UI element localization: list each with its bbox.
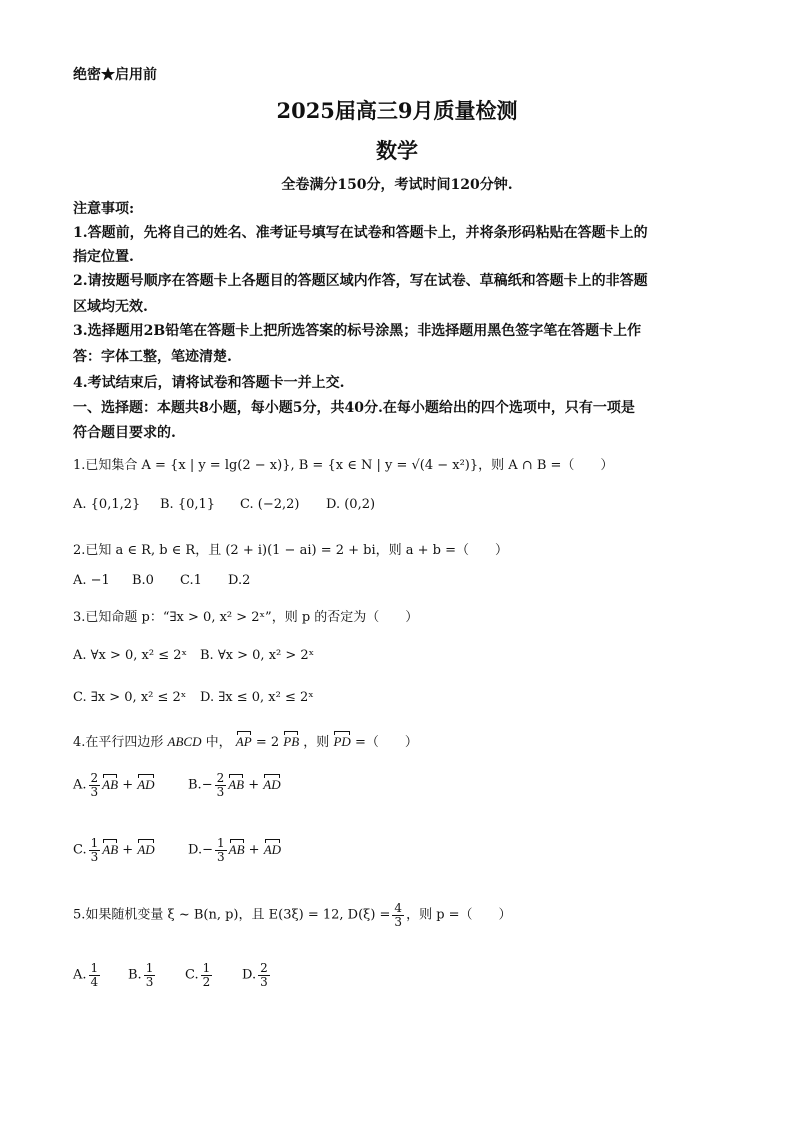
fraction xyxy=(144,962,156,988)
note-line: 答：字体工整，笔迹清楚. xyxy=(73,349,232,365)
fraction xyxy=(392,902,404,928)
exam-info: 全卷满分150分，考试时间120分钟. xyxy=(281,177,513,193)
q5-option-c xyxy=(185,962,214,988)
vector-ad: AD xyxy=(137,841,155,857)
q4-parallelogram-name: ABCD xyxy=(167,734,202,749)
fraction-denominator: 3 xyxy=(217,849,225,864)
q5-option-b xyxy=(128,962,157,988)
q4-stem-tail: =（ ） xyxy=(354,735,418,750)
question-1-stem: 1.已知集合 A = {x | y = lg(2 − x)}, B = {x ∈ N | y = √(4 − x²)}，则 A ∩ B =（ ） xyxy=(73,458,614,473)
fraction-denominator: 2 xyxy=(202,974,211,989)
option-label: B. xyxy=(188,777,202,793)
plus-sign: + xyxy=(244,842,264,858)
note-line: 区域均无效. xyxy=(73,299,148,315)
option-sign: − xyxy=(201,777,213,793)
q3-option-a: A. ∀x > 0, x² ≤ 2ˣ xyxy=(73,648,188,663)
q4-stem-mid: 中， xyxy=(205,735,232,750)
fraction-numerator: 1 xyxy=(202,961,211,975)
vector-ab: AB xyxy=(102,776,119,792)
note-line: 1.答题前，先将自己的姓名、准考证号填写在试卷和答题卡上，并将条形码粘贴在答题卡上的 xyxy=(73,225,648,241)
section-heading: 符合题目要求的. xyxy=(73,425,176,441)
vector-ad: AD xyxy=(263,776,281,792)
question-4-stem xyxy=(73,731,418,750)
option-label: D. xyxy=(188,842,203,858)
q2-option-b: B.0 xyxy=(132,573,154,588)
vector-ab: AB xyxy=(228,776,245,792)
fraction xyxy=(89,962,101,988)
q2-option-c: C.1 xyxy=(180,573,202,588)
q4-option-a xyxy=(73,772,155,798)
fraction-numerator: 1 xyxy=(90,961,99,975)
exam-title: 2025届高三9月质量检测 xyxy=(276,98,518,123)
plus-sign: + xyxy=(244,777,264,793)
question-2-stem: 2.已知 a ∈ R, b ∈ R，且 (2 + i)(1 − ai) = 2 + bi，则 a + b =（ ） xyxy=(73,543,509,558)
option-label: A. xyxy=(73,967,87,983)
vector-ap: AP xyxy=(235,734,252,749)
question-5-stem xyxy=(73,902,512,928)
fraction-denominator: 3 xyxy=(216,784,225,799)
fraction-denominator: 3 xyxy=(90,784,99,799)
vector-ad: AD xyxy=(263,841,282,857)
q4-eq-mid: = 2 xyxy=(255,735,280,750)
option-sign: − xyxy=(202,842,213,858)
q4-option-c xyxy=(73,837,155,863)
q3-option-b: B. ∀x > 0, x² > 2ˣ xyxy=(200,648,315,663)
section-heading: 一、选择题：本题共8小题，每小题5分，共40分.在每小题给出的四个选项中，只有一项是 xyxy=(73,400,635,416)
vector-ab: AB xyxy=(228,841,245,857)
note-line: 2.请按题号顺序在答题卡上各题目的答题区域内作答，写在试卷、草稿纸和答题卡上的非答题 xyxy=(73,273,648,289)
vector-ab: AB xyxy=(102,841,119,857)
q5-stem-post: ，则 p =（ ） xyxy=(406,907,512,923)
option-label: C. xyxy=(73,842,87,858)
fraction-denominator: 3 xyxy=(394,914,403,929)
q1-option-a: A. {0,1,2} xyxy=(73,497,141,512)
note-line: 3.选择题用2B铅笔在答题卡上把所选答案的标号涂黑；非选择题用黑色签字笔在答题卡上作 xyxy=(73,323,642,339)
fraction-denominator: 3 xyxy=(90,849,99,864)
note-line: 4.考试结束后，请将试卷和答题卡一并上交. xyxy=(73,375,345,391)
notes-heading: 注意事项: xyxy=(73,201,135,217)
q4-option-b xyxy=(188,772,281,798)
fraction xyxy=(215,837,227,863)
fraction-numerator: 2 xyxy=(90,771,99,785)
vector-ad: AD xyxy=(137,776,155,792)
confidential-mark: 绝密★启用前 xyxy=(73,67,157,83)
option-label: A. xyxy=(73,777,87,793)
fraction xyxy=(215,772,227,798)
fraction-numerator: 2 xyxy=(216,771,225,785)
q5-option-a xyxy=(73,962,102,988)
plus-sign: + xyxy=(118,842,138,858)
fraction-numerator: 1 xyxy=(217,836,225,850)
q1-option-c: C. (−2,2) xyxy=(240,497,300,512)
option-label: D. xyxy=(242,967,257,983)
vector-pd: PD xyxy=(333,734,351,749)
q5-stem-pre: 5.如果随机变量 ξ ~ B(n, p)，且 E(3ξ) = 12, D(ξ) = xyxy=(73,907,391,923)
fraction-numerator: 1 xyxy=(145,961,154,975)
q4-option-d xyxy=(188,837,281,863)
plus-sign: + xyxy=(118,777,138,793)
fraction-denominator: 3 xyxy=(145,974,154,989)
fraction-denominator: 4 xyxy=(90,974,99,989)
q4-stem-pre: 4.在平行四边形 xyxy=(73,735,164,750)
q4-stem-end: ，则 xyxy=(303,735,330,750)
subject-title: 数学 xyxy=(376,138,418,163)
fraction-numerator: 4 xyxy=(394,901,403,915)
q2-option-d: D.2 xyxy=(228,573,251,588)
fraction-denominator: 3 xyxy=(260,974,268,989)
fraction xyxy=(201,962,213,988)
q2-option-a: A. −1 xyxy=(73,573,110,588)
option-label: C. xyxy=(185,967,199,983)
option-label: B. xyxy=(128,967,142,983)
q3-option-c: C. ∃x > 0, x² ≤ 2ˣ xyxy=(73,690,187,705)
q1-option-b: B. {0,1} xyxy=(160,497,216,512)
note-line: 指定位置. xyxy=(73,249,134,265)
fraction-numerator: 1 xyxy=(90,836,99,850)
fraction xyxy=(258,962,270,988)
vector-pb: PB xyxy=(283,734,300,749)
q3-option-d: D. ∃x ≤ 0, x² ≤ 2ˣ xyxy=(200,690,314,705)
fraction xyxy=(89,837,101,863)
fraction xyxy=(89,772,101,798)
q1-option-d: D. (0,2) xyxy=(326,497,376,512)
q5-option-d xyxy=(242,962,272,988)
fraction-numerator: 2 xyxy=(260,961,268,975)
question-3-stem: 3.已知命题 p：“∃x > 0, x² > 2ˣ”，则 p 的否定为（ ） xyxy=(73,610,419,625)
